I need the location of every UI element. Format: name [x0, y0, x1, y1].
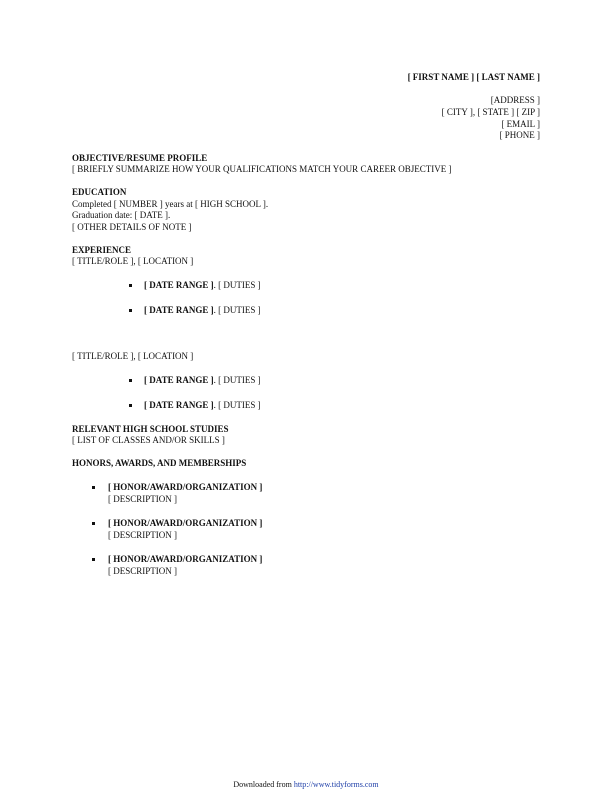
full-name: [ FIRST NAME ] [ LAST NAME ]: [407, 72, 540, 82]
bullet-icon: [92, 486, 95, 489]
objective-text: [ BRIEFLY SUMMARIZE HOW YOUR QUALIFICATIONS MATCH YOUR CAREER OBJECTIVE ]: [72, 164, 452, 174]
duties: . [ DUTIES ]: [213, 280, 261, 290]
job-item: [144, 400, 261, 411]
bullet-icon: [129, 379, 132, 382]
honor-name: [ HONOR/AWARD/ORGANIZATION ]: [108, 518, 263, 528]
phone: [ PHONE ]: [499, 130, 540, 140]
date-range: [ DATE RANGE ]: [144, 375, 214, 385]
honor-name: [ HONOR/AWARD/ORGANIZATION ]: [108, 482, 263, 492]
honor-description: [ DESCRIPTION ]: [108, 566, 177, 576]
bullet-icon: [92, 522, 95, 525]
footer-link[interactable]: http://www.tidyforms.com: [293, 780, 379, 789]
bullet-icon: [129, 404, 132, 407]
job-title: [ TITLE/ROLE ], [ LOCATION ]: [72, 256, 194, 266]
job-item: [144, 305, 261, 316]
education-line: Completed [ NUMBER ] years at [ HIGH SCHOOL ].: [72, 199, 269, 209]
bullet-icon: [129, 309, 132, 312]
education-heading: EDUCATION: [72, 187, 127, 197]
studies-heading: RELEVANT HIGH SCHOOL STUDIES: [72, 424, 229, 434]
studies-text: [ LIST OF CLASSES AND/OR SKILLS ]: [72, 435, 225, 445]
education-line: Graduation date: [ DATE ].: [72, 210, 171, 220]
address: [ADDRESS ]: [490, 95, 540, 105]
job-item: [144, 280, 261, 291]
honors-heading: HONORS, AWARDS, AND MEMBERSHIPS: [72, 458, 247, 468]
job-title: [ TITLE/ROLE ], [ LOCATION ]: [72, 351, 194, 361]
date-range: [ DATE RANGE ]: [144, 305, 214, 315]
city-state-zip: [ CITY ], [ STATE ] [ ZIP ]: [441, 107, 540, 117]
honor-name: [ HONOR/AWARD/ORGANIZATION ]: [108, 554, 263, 564]
duties: . [ DUTIES ]: [213, 305, 261, 315]
objective-heading: OBJECTIVE/RESUME PROFILE: [72, 153, 208, 163]
date-range: [ DATE RANGE ]: [144, 280, 214, 290]
email: [ EMAIL ]: [501, 119, 540, 129]
download-footer: [0, 780, 612, 790]
duties: . [ DUTIES ]: [213, 375, 261, 385]
education-line: [ OTHER DETAILS OF NOTE ]: [72, 222, 192, 232]
honor-description: [ DESCRIPTION ]: [108, 530, 177, 540]
honor-description: [ DESCRIPTION ]: [108, 494, 177, 504]
experience-heading: EXPERIENCE: [72, 245, 132, 255]
job-item: [144, 375, 261, 386]
bullet-icon: [92, 558, 95, 561]
duties: . [ DUTIES ]: [213, 400, 261, 410]
footer-prefix: Downloaded from: [233, 780, 292, 789]
bullet-icon: [129, 284, 132, 287]
date-range: [ DATE RANGE ]: [144, 400, 214, 410]
